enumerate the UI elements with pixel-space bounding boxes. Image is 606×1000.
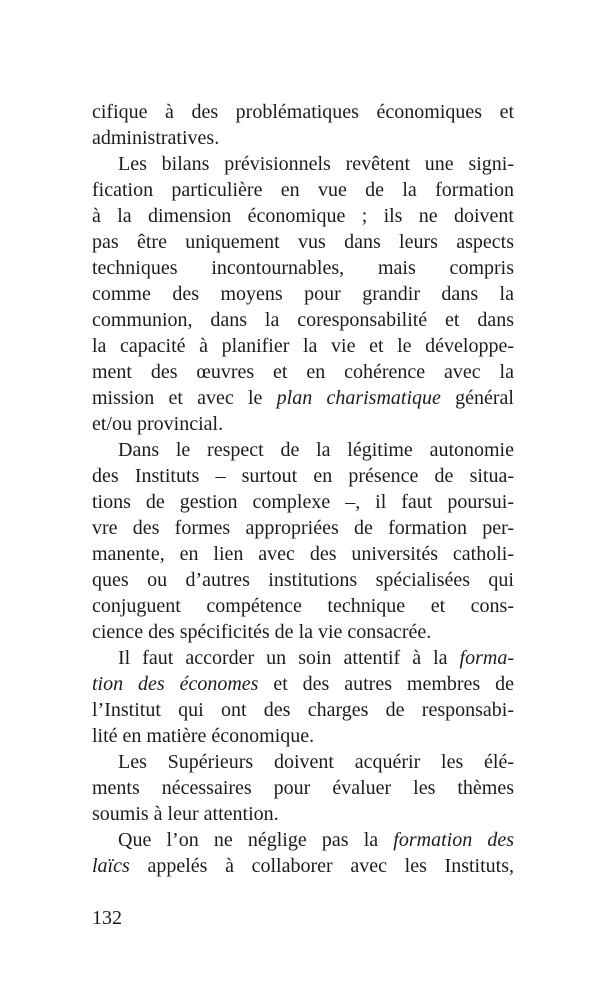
- text-line: tions de gestion complexe –, il faut poursui-: [92, 491, 514, 513]
- text-line: manente, en lien avec des universités catholi-: [92, 543, 514, 565]
- text-run: mission et avec le: [92, 387, 277, 409]
- paragraph-superieurs: [92, 749, 514, 827]
- text-line: ment des œuvres et en cohérence avec la: [92, 361, 514, 383]
- text-line: soumis à leur attention.: [92, 803, 279, 825]
- text-line: la capacité à planifier la vie et le développe-: [92, 335, 514, 357]
- text-line: ments nécessaires pour évaluer les thèmes: [92, 777, 514, 799]
- text-run: Que l’on ne néglige pas la: [118, 829, 394, 851]
- text-run: général: [440, 387, 514, 409]
- text-line: cience des spécificités de la vie consacrée.: [92, 621, 432, 643]
- text-line: l’Institut qui ont des charges de responsabi-: [92, 699, 514, 721]
- body-text: [92, 99, 514, 879]
- italic-term: plan charismatique: [276, 387, 441, 409]
- text-line: Les bilans prévisionnels revêtent une signi-: [118, 153, 514, 175]
- text-line: [92, 645, 514, 671]
- text-line: [92, 827, 514, 853]
- page-number: 132: [92, 907, 122, 929]
- text-line: cifique à des problématiques économiques et: [92, 101, 514, 123]
- italic-term: tion des économes: [92, 673, 259, 695]
- paragraph-bilans: [92, 151, 514, 437]
- text-line: des Instituts – surtout en présence de situa-: [92, 465, 514, 487]
- paragraph-continuation: [92, 99, 514, 151]
- text-line: Dans le respect de la légitime autonomie: [118, 439, 514, 461]
- text-line: communion, dans la coresponsabilité et dans: [92, 309, 514, 331]
- text-line: fication particulière en vue de la formation: [92, 179, 514, 201]
- text-line: [92, 853, 514, 879]
- text-run: Il faut accorder un soin attentif à la: [118, 647, 460, 669]
- text-line: [92, 671, 514, 697]
- text-line: pas être uniquement vus dans leurs aspects: [92, 231, 514, 253]
- text-run: et des autres membres de: [258, 673, 514, 695]
- text-line: à la dimension économique ; ils ne doivent: [92, 205, 514, 227]
- text-line: ques ou d’autres institutions spécialisées qui: [92, 569, 514, 591]
- text-line: Les Supérieurs doivent acquérir les élé-: [118, 751, 514, 773]
- text-line: techniques incontournables, mais compris: [92, 257, 514, 279]
- text-line: et/ou provincial.: [92, 413, 224, 435]
- italic-term: forma-: [459, 647, 514, 669]
- text-line: conjuguent compétence technique et cons-: [92, 595, 514, 617]
- text-line: lité en matière économique.: [92, 725, 315, 747]
- paragraph-autonomie: [92, 437, 514, 645]
- italic-term: formation des: [393, 829, 515, 851]
- text-run: appelés à collaborer avec les Instituts,: [129, 855, 514, 877]
- text-line: [92, 385, 514, 411]
- paragraph-laics: [92, 827, 514, 879]
- italic-term: laïcs: [92, 855, 130, 877]
- text-line: comme des moyens pour grandir dans la: [92, 283, 514, 305]
- text-line: administratives.: [92, 127, 220, 149]
- paragraph-economes: [92, 645, 514, 749]
- text-line: vre des formes appropriées de formation per-: [92, 517, 514, 539]
